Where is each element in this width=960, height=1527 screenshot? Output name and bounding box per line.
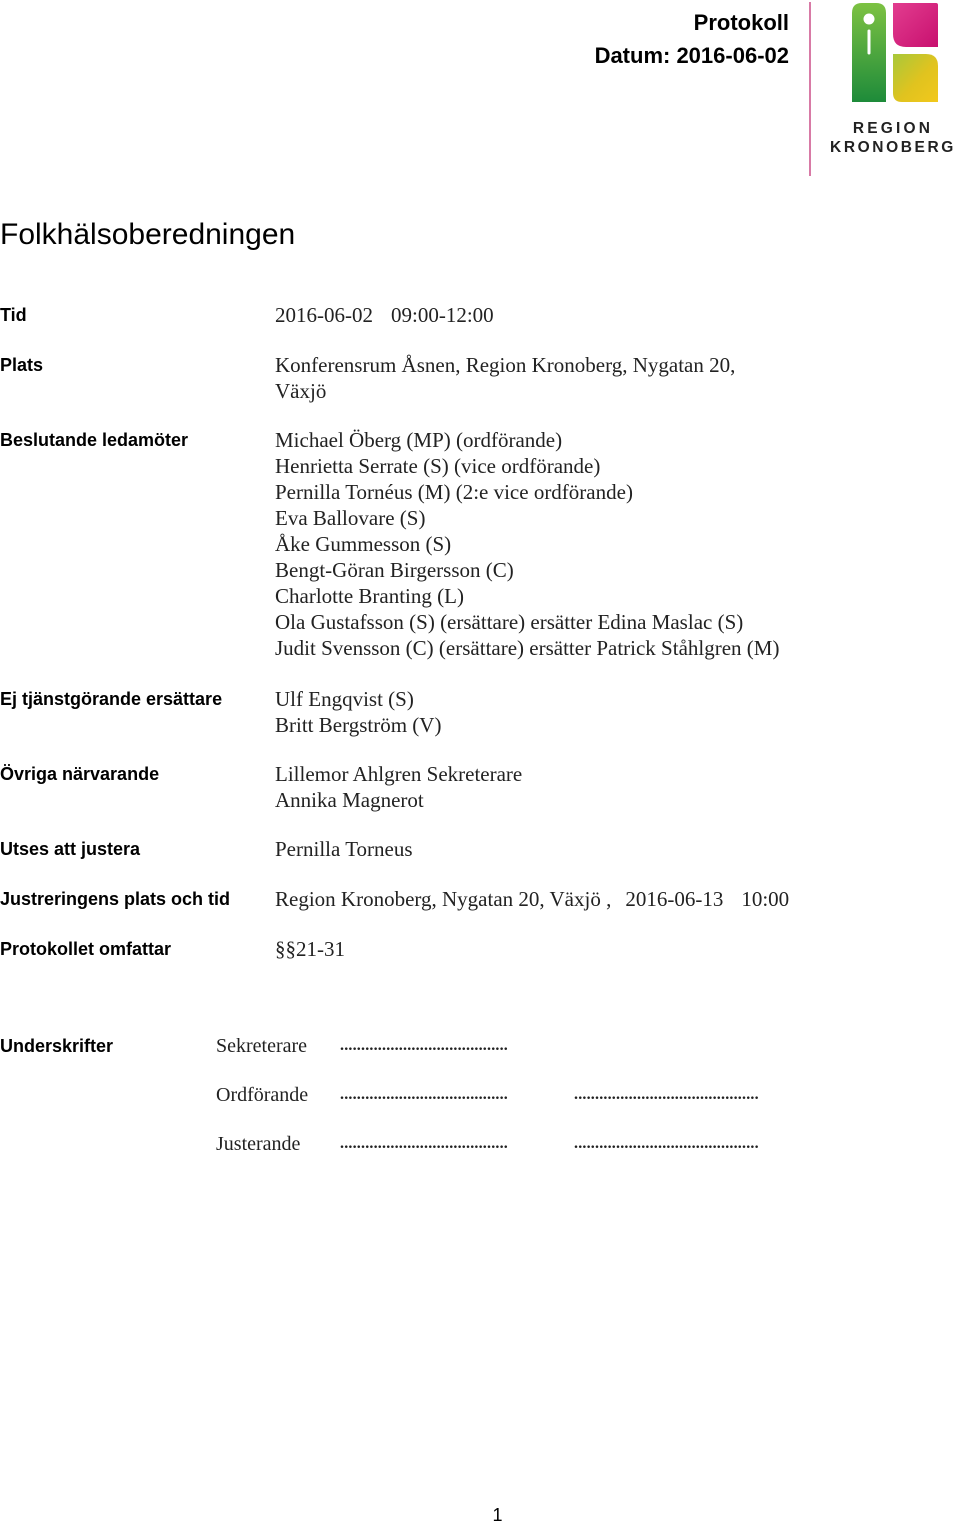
field-value: Pernilla Torneus: [275, 837, 413, 861]
signature-line: ........................................: [340, 1037, 508, 1054]
signature-row: [0, 1131, 960, 1157]
field-label: Beslutande ledamöter: [0, 430, 189, 450]
page-title: Folkhälsoberedningen: [0, 218, 296, 251]
logo-text-kronoberg: KRONOBERG: [830, 139, 956, 156]
header-divider: [809, 2, 811, 176]
field-label: Ej tjänstgörande ersättare: [0, 689, 223, 709]
field-value: §§21-31: [275, 937, 345, 961]
member-list: [275, 761, 522, 813]
member-item: Eva Ballovare (S): [275, 506, 426, 530]
meeting-date: 2016-06-02: [275, 303, 373, 327]
member-item: Åke Gummesson (S): [275, 532, 452, 556]
member-item: Pernilla Tornéus (M) (2:e vice ordförande): [275, 480, 633, 504]
meeting-time: 09:00-12:00: [391, 303, 494, 327]
document-date: Datum: 2016-06-02: [594, 43, 789, 68]
justering-place: Region Kronoberg, Nygatan 20, Växjö ,: [275, 887, 612, 911]
location-line: Konferensrum Åsnen, Region Kronoberg, Nygatan 20,: [275, 353, 736, 377]
justering-date: 2016-06-13: [625, 887, 724, 911]
document-header: [595, 6, 789, 72]
logo-text-region: REGION: [852, 120, 934, 137]
member-list: [275, 686, 441, 738]
justering-time: 10:00: [741, 887, 790, 911]
member-list: [275, 427, 779, 661]
field-value: [275, 352, 735, 404]
member-item: Bengt-Göran Birgersson (C): [275, 558, 514, 582]
field-value: [275, 302, 494, 328]
region-kronoberg-logo: [826, 0, 960, 160]
member-item: Judit Svensson (C) (ersättare) ersätter Patrick Ståhlgren (M): [275, 636, 780, 660]
field-label: Justreringens plats och tid: [0, 889, 231, 909]
document-type: Protokoll: [693, 10, 789, 35]
logo-mark-icon: [848, 1, 940, 103]
field-label: Utses att justera: [0, 839, 141, 859]
member-item: Michael Öberg (MP) (ordförande): [275, 428, 563, 452]
signature-row: [0, 1033, 960, 1059]
signature-line: ........................................: [340, 1135, 508, 1152]
signature-line: ............................................: [574, 1135, 759, 1152]
member-item: Lillemor Ahlgren Sekreterare: [275, 762, 523, 786]
field-label: Protokollet omfattar: [0, 939, 172, 959]
signature-line: ........................................: [340, 1086, 508, 1103]
field-label: Övriga närvarande: [0, 764, 160, 784]
member-item: Henrietta Serrate (S) (vice ordförande): [275, 454, 601, 478]
signature-role: Ordförande: [216, 1084, 309, 1106]
signature-section-label: Underskrifter: [0, 1036, 114, 1056]
field-label: Tid: [0, 305, 27, 325]
member-item: Ulf Engqvist (S): [275, 687, 414, 711]
location-line: Växjö: [275, 379, 327, 403]
signature-role: Justerande: [216, 1133, 301, 1155]
member-item: Annika Magnerot: [275, 788, 424, 812]
field-value: [275, 886, 789, 912]
field-label: Plats: [0, 355, 44, 375]
signature-line: ............................................: [574, 1086, 759, 1103]
signature-role: Sekreterare: [216, 1035, 308, 1057]
member-item: Charlotte Branting (L): [275, 584, 464, 608]
page-number: 1: [492, 1505, 503, 1525]
member-item: Ola Gustafsson (S) (ersättare) ersätter Edina Maslac (S): [275, 610, 744, 634]
signature-row: [0, 1082, 960, 1108]
member-item: Britt Bergström (V): [275, 713, 442, 737]
